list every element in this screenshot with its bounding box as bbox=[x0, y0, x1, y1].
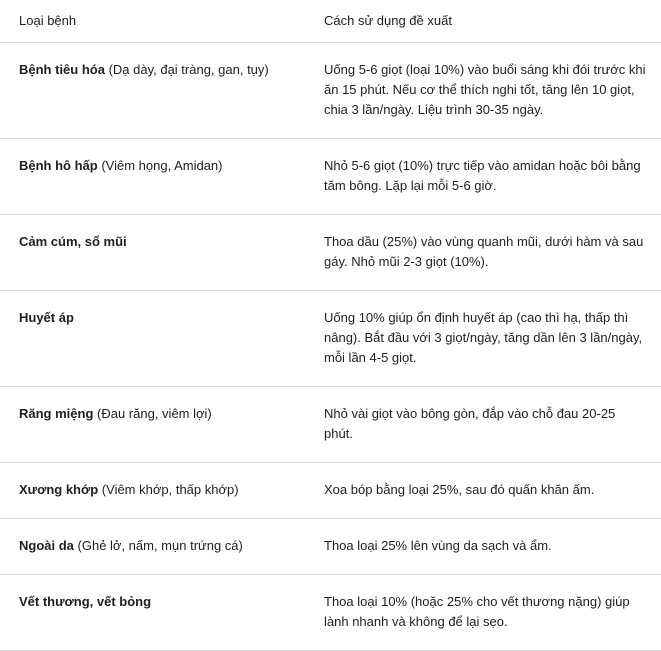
table-row bbox=[0, 291, 661, 387]
disease-name: Xương khớp bbox=[19, 482, 99, 497]
disease-name: Bệnh hô hấp bbox=[19, 158, 98, 173]
disease-cell bbox=[0, 404, 305, 444]
disease-cell bbox=[0, 480, 305, 500]
disease-detail: (Đau răng, viêm lợi) bbox=[93, 406, 212, 421]
disease-name: Huyết áp bbox=[19, 310, 74, 325]
usage-cell: Nhỏ 5-6 giọt (10%) trực tiếp vào amidan hoặc bôi bằng tăm bông. Lặp lại mỗi 5-6 giờ. bbox=[324, 158, 641, 193]
table-row bbox=[0, 575, 661, 651]
disease-name: Cảm cúm, sổ mũi bbox=[19, 234, 127, 249]
disease-detail: (Dạ dày, đại tràng, gan, tụy) bbox=[104, 62, 269, 77]
disease-detail: (Viêm họng, Amidan) bbox=[97, 158, 223, 173]
disease-cell bbox=[0, 156, 305, 196]
usage-cell: Uống 5-6 giọt (loại 10%) vào buổi sáng khi đói trước khi ăn 15 phút. Nếu cơ thể thích nghi tốt, tăng lên 10 giọt, chia 3 lần/ngày. Liệu trình 30-35 ngày. bbox=[324, 62, 646, 117]
disease-name: Vết thương, vết bỏng bbox=[19, 594, 152, 609]
table-row bbox=[0, 139, 661, 215]
disease-cell bbox=[0, 536, 305, 556]
usage-cell: Thoa loại 25% lên vùng da sạch và ẩm. bbox=[324, 538, 552, 553]
table-row bbox=[0, 215, 661, 291]
disease-name: Răng miệng bbox=[19, 406, 94, 421]
table-header-row bbox=[0, 0, 661, 43]
table-row bbox=[0, 43, 661, 139]
disease-detail: (Ghẻ lở, nấm, mụn trứng cá) bbox=[73, 538, 243, 553]
table-row bbox=[0, 519, 661, 575]
usage-cell: Xoa bóp bằng loại 25%, sau đó quấn khăn ấm. bbox=[324, 482, 595, 497]
header-usage: Cách sử dụng đề xuất bbox=[324, 13, 452, 28]
table-row bbox=[0, 463, 661, 519]
usage-cell: Thoa loại 10% (hoặc 25% cho vết thương nặng) giúp lành nhanh và không để lại sẹo. bbox=[324, 594, 630, 629]
disease-cell bbox=[0, 592, 305, 632]
disease-cell bbox=[0, 60, 305, 120]
usage-cell: Nhỏ vài giọt vào bông gòn, đắp vào chỗ đau 20-25 phút. bbox=[324, 406, 616, 441]
disease-cell bbox=[0, 232, 305, 272]
disease-name: Bệnh tiêu hóa bbox=[19, 62, 105, 77]
usage-cell: Uống 10% giúp ổn định huyết áp (cao thì hạ, thấp thì nâng). Bắt đầu với 3 giọt/ngày, tăng dần lên 3 lần/ngày, mỗi lần 4-5 giọt. bbox=[324, 310, 643, 365]
header-disease: Loại bệnh bbox=[19, 13, 77, 28]
disease-cell bbox=[0, 308, 305, 368]
table-row bbox=[0, 387, 661, 463]
disease-detail: (Viêm khớp, thấp khớp) bbox=[98, 482, 239, 497]
disease-name: Ngoài da bbox=[19, 538, 74, 553]
usage-cell: Thoa dầu (25%) vào vùng quanh mũi, dưới hàm và sau gáy. Nhỏ mũi 2-3 giọt (10%). bbox=[324, 234, 644, 269]
